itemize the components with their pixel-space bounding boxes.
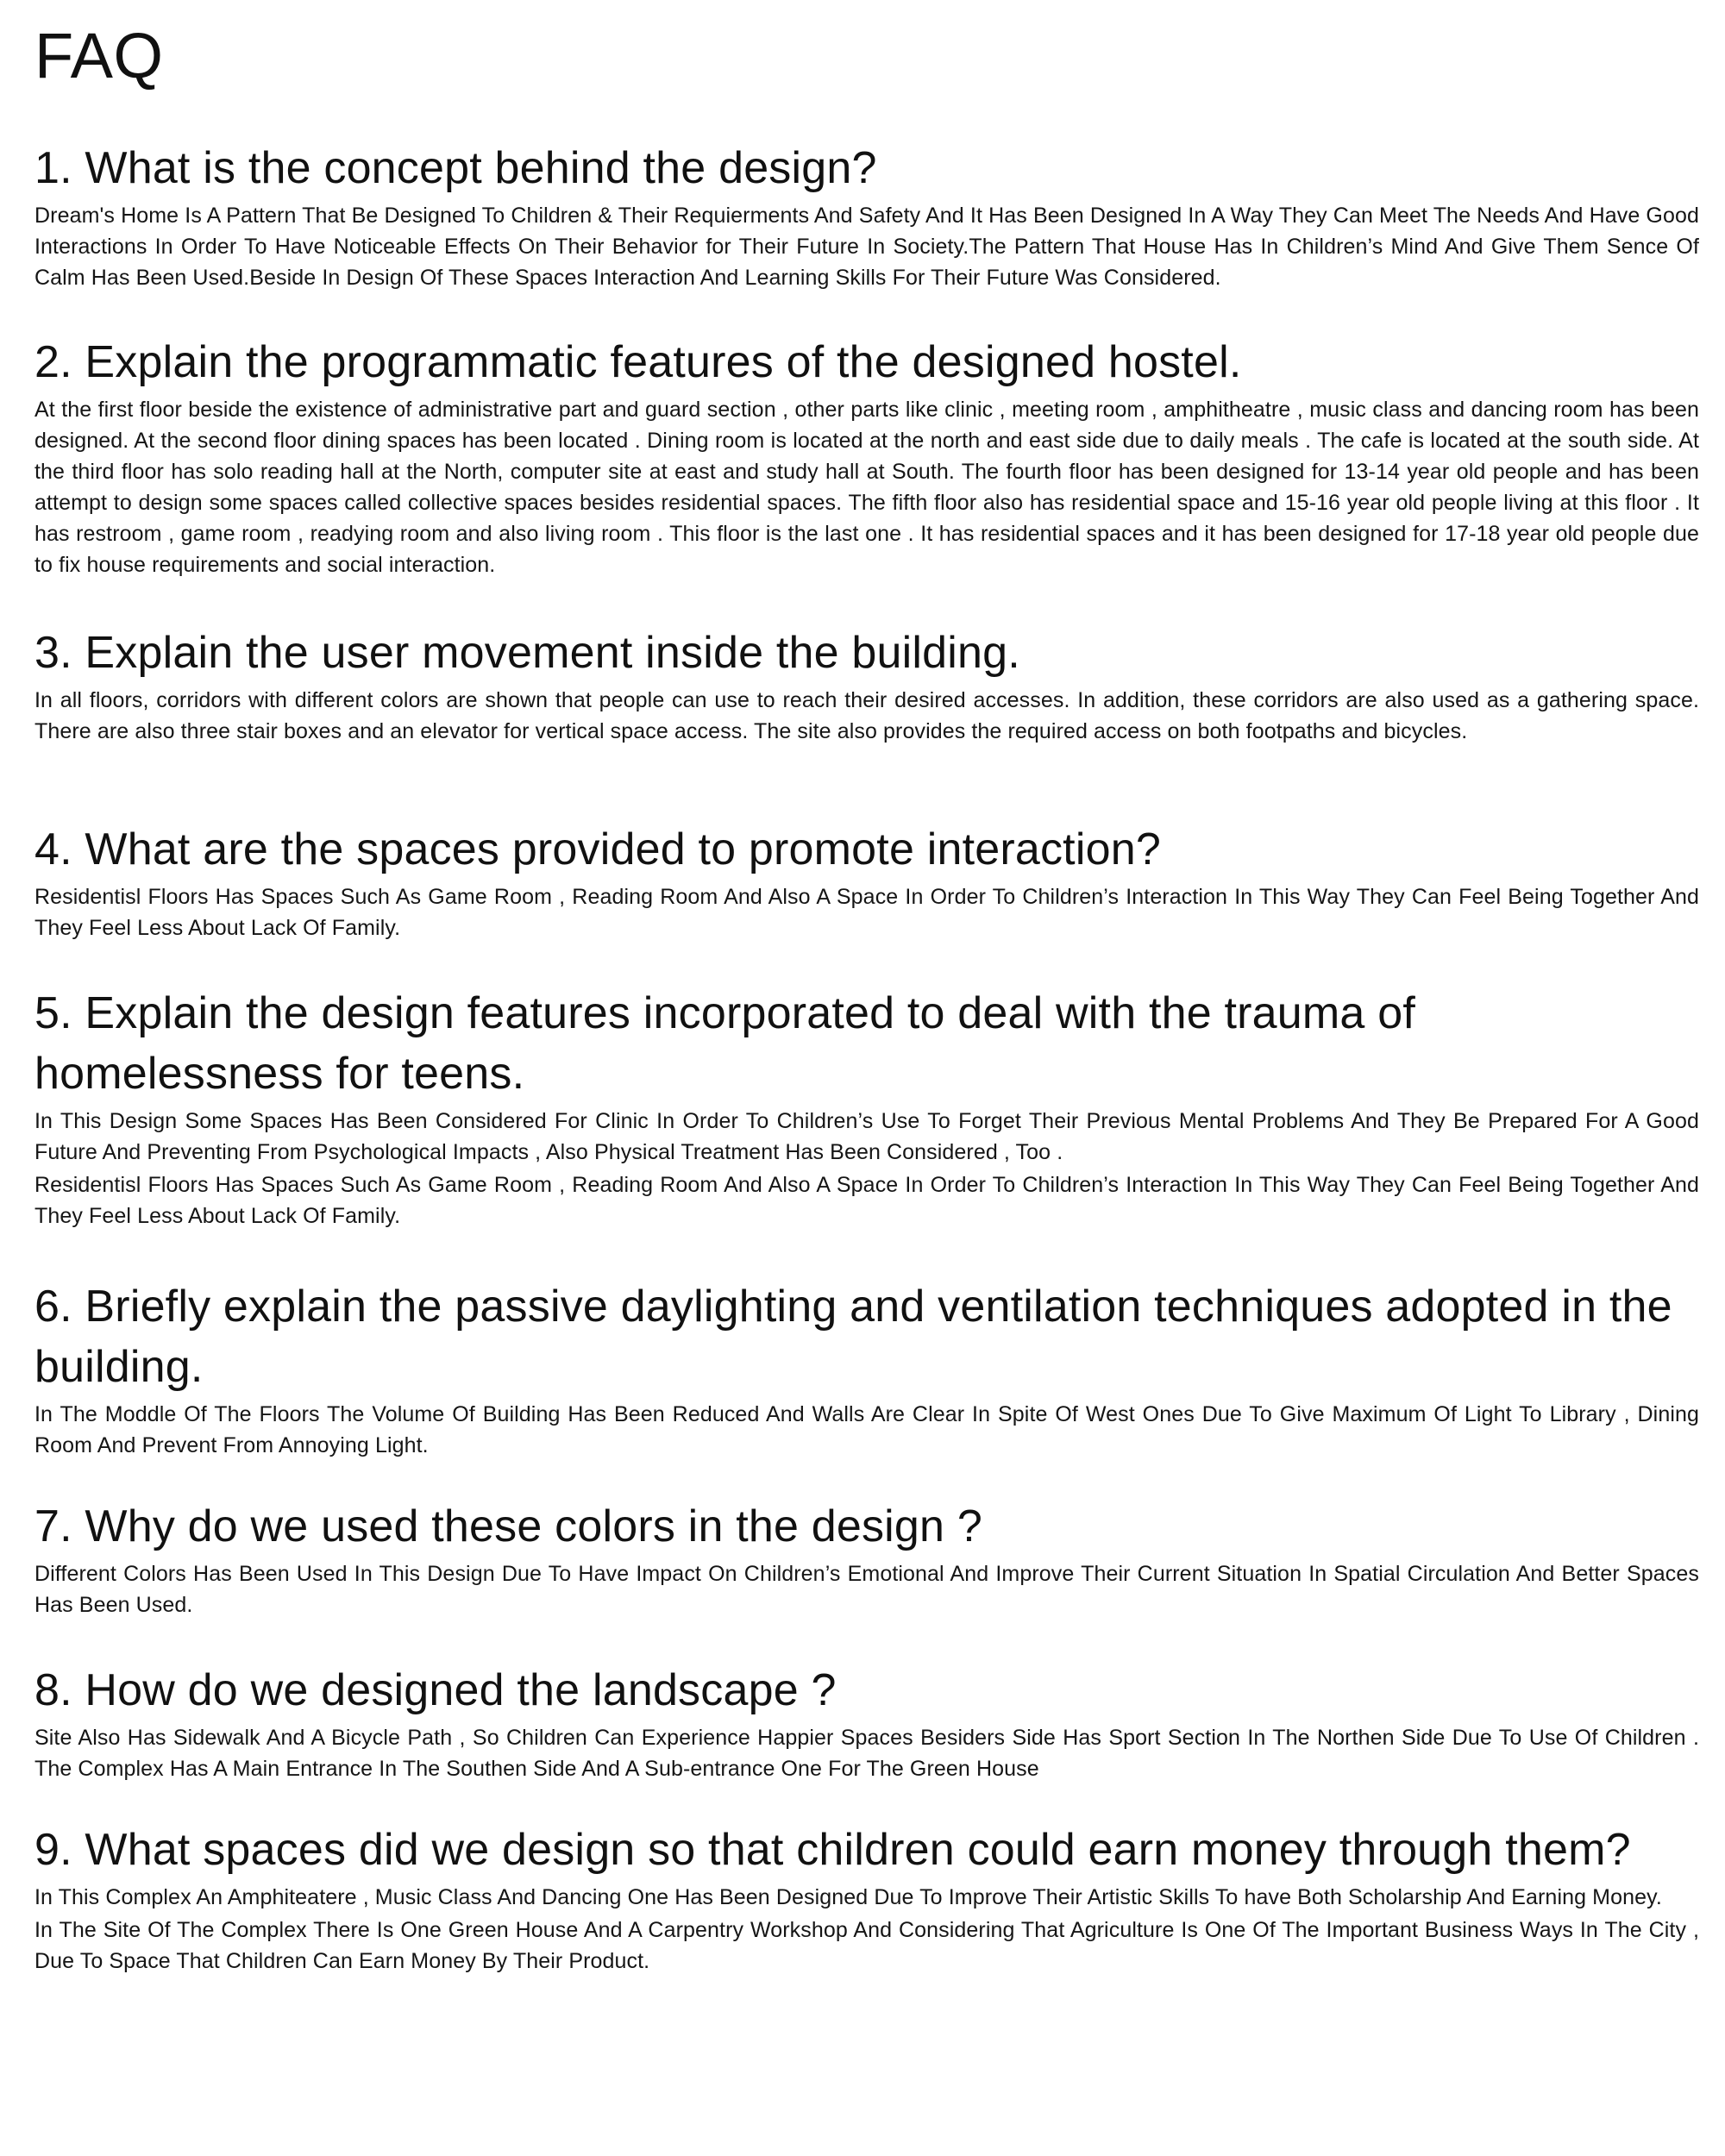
faq-answer: In The Site Of The Complex There Is One Green House And A Carpentry Workshop And Considering That Agriculture Is One Of The Important Business Ways In The City , Due To Space That Children Can Earn Money By Their Product.: [34, 1918, 1699, 1973]
faq-answer: At the first floor beside the existence of administrative part and guard section , other parts like clinic , meeting room , amphitheatre , music class and dancing room has been designed. At the second floor dining spaces has been located . Dining room is located at the north and east side due to daily meals . The cafe is located at the south side. At the third floor has solo reading hall at the North, computer site at east and study hall at South. The fourth floor has been designed for 13-14 year old people and has been attempt to design some spaces called collective spaces besides residential spaces. The fifth floor also has residential space and 15-16 year old people living at this floor . It has restroom , game room , readying room and also living room . This floor is the last one . It has residential spaces and it has been designed for 17-18 year old people due to fix house requirements and social interaction.: [34, 398, 1699, 577]
faq-question: 1. What is the concept behind the design?: [34, 143, 877, 193]
faq-answer: Different Colors Has Been Used In This Design Due To Have Impact On Children’s Emotional And Improve Their Current Situation In Spatial Circulation And Better Spaces Has Been Used.: [34, 1562, 1699, 1617]
faq-answer: In The Moddle Of The Floors The Volume Of Building Has Been Reduced And Walls Are Clear In Spite Of West Ones Due To Give Maximum Of Light To Library , Dining Room And Prevent From Annoying Light.: [34, 1402, 1699, 1457]
faq-item-4: [34, 819, 1699, 943]
faq-question: 8. How do we designed the landscape ?: [34, 1665, 837, 1715]
faq-answer: In This Design Some Spaces Has Been Considered For Clinic In Order To Children’s Use To Forget Their Previous Mental Problems And They Be Prepared For A Good Future And Preventing From Psychological Impacts , Also Physical Treatment Has Been Considered , Too .: [34, 1109, 1699, 1164]
faq-answer: Residentisl Floors Has Spaces Such As Game Room , Reading Room And Also A Space In Order To Children’s Interaction In This Way They Can Feel Being Together And They Feel Less About Lack Of Family.: [34, 885, 1699, 940]
faq-item-6: [34, 1276, 1699, 1461]
faq-question: 4. What are the spaces provided to promote interaction?: [34, 824, 1161, 874]
faq-item-7: [34, 1496, 1699, 1620]
faq-item-2: [34, 332, 1699, 580]
faq-item-3: [34, 623, 1699, 747]
faq-question: 7. Why do we used these colors in the design ?: [34, 1501, 982, 1551]
faq-item-9: [34, 1820, 1699, 1977]
page-title: FAQ: [34, 20, 164, 91]
faq-question: 3. Explain the user movement inside the building.: [34, 628, 1020, 678]
faq-question: 2. Explain the programmatic features of the designed hostel.: [34, 337, 1242, 387]
faq-item-1: [34, 138, 1699, 293]
faq-question: 9. What spaces did we design so that children could earn money through them?: [34, 1825, 1631, 1875]
faq-answer: Residentisl Floors Has Spaces Such As Game Room , Reading Room And Also A Space In Order To Children’s Interaction In This Way They Can Feel Being Together And They Feel Less About Lack Of Family.: [34, 1173, 1699, 1228]
faq-item-5: [34, 983, 1699, 1232]
faq-answer: Dream's Home Is A Pattern That Be Designed To Children & Their Requierments And Safety And It Has Been Designed In A Way They Can Meet The Needs And Have Good Interactions In Order To Have Noticeable Effects On Their Behavior for Their Future In Society.The Pattern That House Has In Children’s Mind And Give Them Sence Of Calm Has Been Used.Beside In Design Of These Spaces Interaction And Learning Skills For Their Future Was Considered.: [34, 204, 1699, 290]
faq-item-8: [34, 1660, 1699, 1784]
faq-answer: In This Complex An Amphiteatere , Music Class And Dancing One Has Been Designed Due To Improve Their Artistic Skills To have Both Scholarship And Earning Money.: [34, 1885, 1662, 1909]
faq-answer: Site Also Has Sidewalk And A Bicycle Path , So Children Can Experience Happier Spaces Besiders Side Has Sport Section In The Northen Side Due To Use Of Children . The Complex Has A Main Entrance In The Southen Side And A Sub-entrance One For The Green House: [34, 1726, 1699, 1781]
faq-question: 5. Explain the design features incorporated to deal with the trauma of homelessness for teens.: [34, 988, 1415, 1099]
faq-question: 6. Briefly explain the passive daylighting and ventilation techniques adopted in the building.: [34, 1282, 1672, 1392]
faq-answer: In all floors, corridors with different colors are shown that people can use to reach their desired accesses. In addition, these corridors are also used as a gathering space. There are also three stair boxes and an elevator for vertical space access. The site also provides the required access on both footpaths and bicycles.: [34, 688, 1699, 743]
